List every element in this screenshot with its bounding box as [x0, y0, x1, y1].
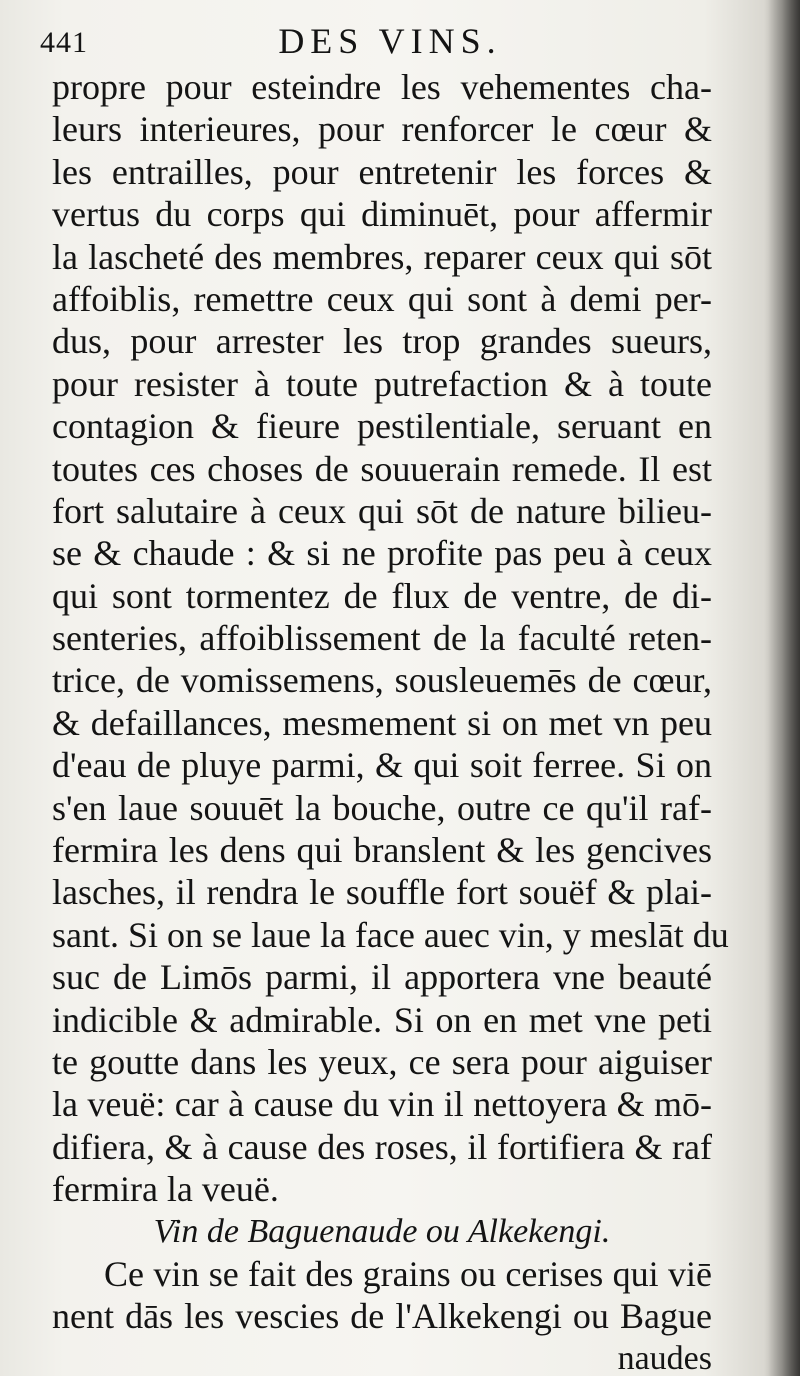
text-line: dus, pour arrester les trop grandes sueurs,: [52, 321, 712, 362]
text-line: fermira la veuë.: [52, 1169, 279, 1210]
page-number: 441: [40, 26, 88, 59]
text-line: leurs interieures, pour renforcer le cœur &: [52, 109, 712, 150]
text-line: te goutte dans les yeux, ce sera pour aiguiser: [52, 1041, 712, 1082]
text-line: d'eau de pluye parmi, & qui soit ferree. Si on: [52, 745, 712, 786]
text-line: contagion & fieure pestilentiale, seruant en: [52, 406, 712, 447]
text-line: affoiblis, remettre ceux qui sont à demi per-: [52, 278, 712, 319]
text-line: nent dās les vescies de l'Alkekengi ou Bague: [52, 1296, 712, 1337]
text-line: indicible & admirable. Si on en met vne peti: [52, 999, 712, 1040]
text-line: les entrailles, pour entretenir les forces &: [52, 151, 712, 192]
text-line: s'en laue souuēt la bouche, outre ce qu'il raf-: [52, 787, 712, 828]
text-line: toutes ces choses de souuerain remede. Il est: [52, 448, 712, 489]
text-line: fort salutaire à ceux qui sōt de nature bilieu-: [52, 490, 712, 531]
text-line: Ce vin se fait des grains ou cerises qui viē: [104, 1253, 712, 1294]
text-line: la lascheté des membres, reparer ceux qui sōt: [52, 236, 712, 277]
text-line: se & chaude : & si ne profite pas peu à ceux: [52, 533, 712, 574]
text-line: qui sont tormentez de flux de ventre, de di-: [52, 575, 712, 616]
running-head: DES VINS.: [278, 21, 502, 61]
text-line: trice, de vomissemens, sousleuemēs de cœur,: [52, 660, 712, 701]
catchword: naudes: [617, 1339, 712, 1376]
text-line: suc de Limōs parmi, il apportera vne beauté: [52, 957, 712, 998]
text-line: pour resister à toute putrefaction & à toute: [52, 363, 712, 404]
text-line: senteries, affoiblissement de la faculté reten-: [52, 618, 712, 659]
text-line: vertus du corps qui diminuēt, pour affermir: [52, 194, 712, 235]
text-line: lasches, il rendra le souffle fort souëf & plai-: [52, 872, 712, 913]
page-gutter-shadow: [764, 0, 800, 1376]
page-body: [52, 66, 729, 1376]
text-line: la veuë: car à cause du vin il nettoyera & mō-: [52, 1084, 712, 1125]
page-header: [40, 20, 740, 60]
text-line: sant. Si on se laue la face auec vin, y meslāt du: [52, 914, 729, 955]
text-line: propre pour esteindre les vehementes cha-: [52, 67, 712, 107]
section-subheading: Vin de Baguenaude ou Alkekengi.: [153, 1212, 611, 1250]
text-line: difiera, & à cause des roses, il fortifiera & raf: [52, 1126, 712, 1167]
text-line: fermira les dens qui branslent & les gencives: [52, 830, 712, 871]
text-line: & defaillances, mesmement si on met vn peu: [52, 702, 712, 743]
